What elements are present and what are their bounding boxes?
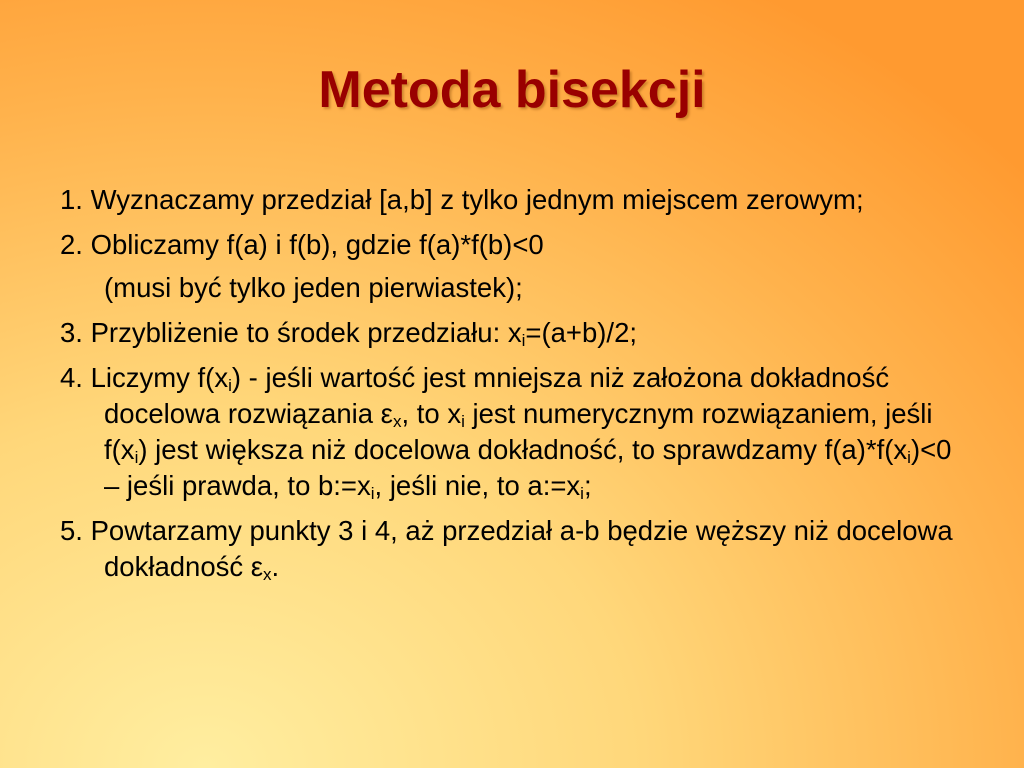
item-text: , to x (401, 398, 462, 429)
item-text: 3. Przybliżenie to środek przedziału: x (60, 317, 522, 348)
list-item (60, 360, 960, 504)
item-text: 2. Obliczamy f(a) i f(b), gdzie f(a)*f(b)<0 (60, 229, 544, 260)
subscript-text: i (370, 484, 375, 503)
item-text: ) - jeśli wartość jest mniejsza niż założona dokładność docelowa rozwiązania ε (104, 362, 890, 429)
list-item (60, 227, 960, 263)
item-text: ) jest większa niż docelowa dokładność, to sprawdzamy f(a)*f(x (138, 434, 908, 465)
subscript-text: i (907, 448, 911, 467)
list-item (60, 315, 960, 351)
slide-content (60, 182, 960, 594)
subscript-text: i (521, 331, 526, 350)
item-text: 1. Wyznaczamy przedział [a,b] z tylko jednym miejscem zerowym; (60, 184, 864, 215)
item-text: . (271, 551, 280, 582)
list-item (60, 182, 960, 218)
subscript-text: i (228, 376, 232, 395)
item-text: , jeśli nie, to a:=x (374, 470, 581, 501)
list-item-continuation (60, 270, 960, 306)
item-text: ; (583, 470, 592, 501)
subscript-text: i (134, 448, 139, 467)
item-text: (musi być tylko jeden pierwiastek); (104, 272, 523, 303)
subscript-text: x (392, 412, 402, 431)
item-text: 4. Liczymy f(x (60, 362, 229, 393)
slide-title: Metoda bisekcji (318, 61, 706, 119)
item-text: jest numerycznym rozwiązaniem, jeśli f(x (104, 398, 933, 465)
item-text: 5. Powtarzamy punkty 3 i 4, aż przedział a-b będzie węższy niż docelowa dokładność ε (60, 515, 953, 582)
subscript-text: i (580, 484, 584, 503)
subscript-text: x (263, 565, 272, 584)
list-item (60, 513, 960, 585)
item-text: =(a+b)/2; (525, 317, 638, 348)
subscript-text: i (461, 412, 465, 431)
item-text: )<0 – jeśli prawda, to b:=x (104, 434, 952, 501)
